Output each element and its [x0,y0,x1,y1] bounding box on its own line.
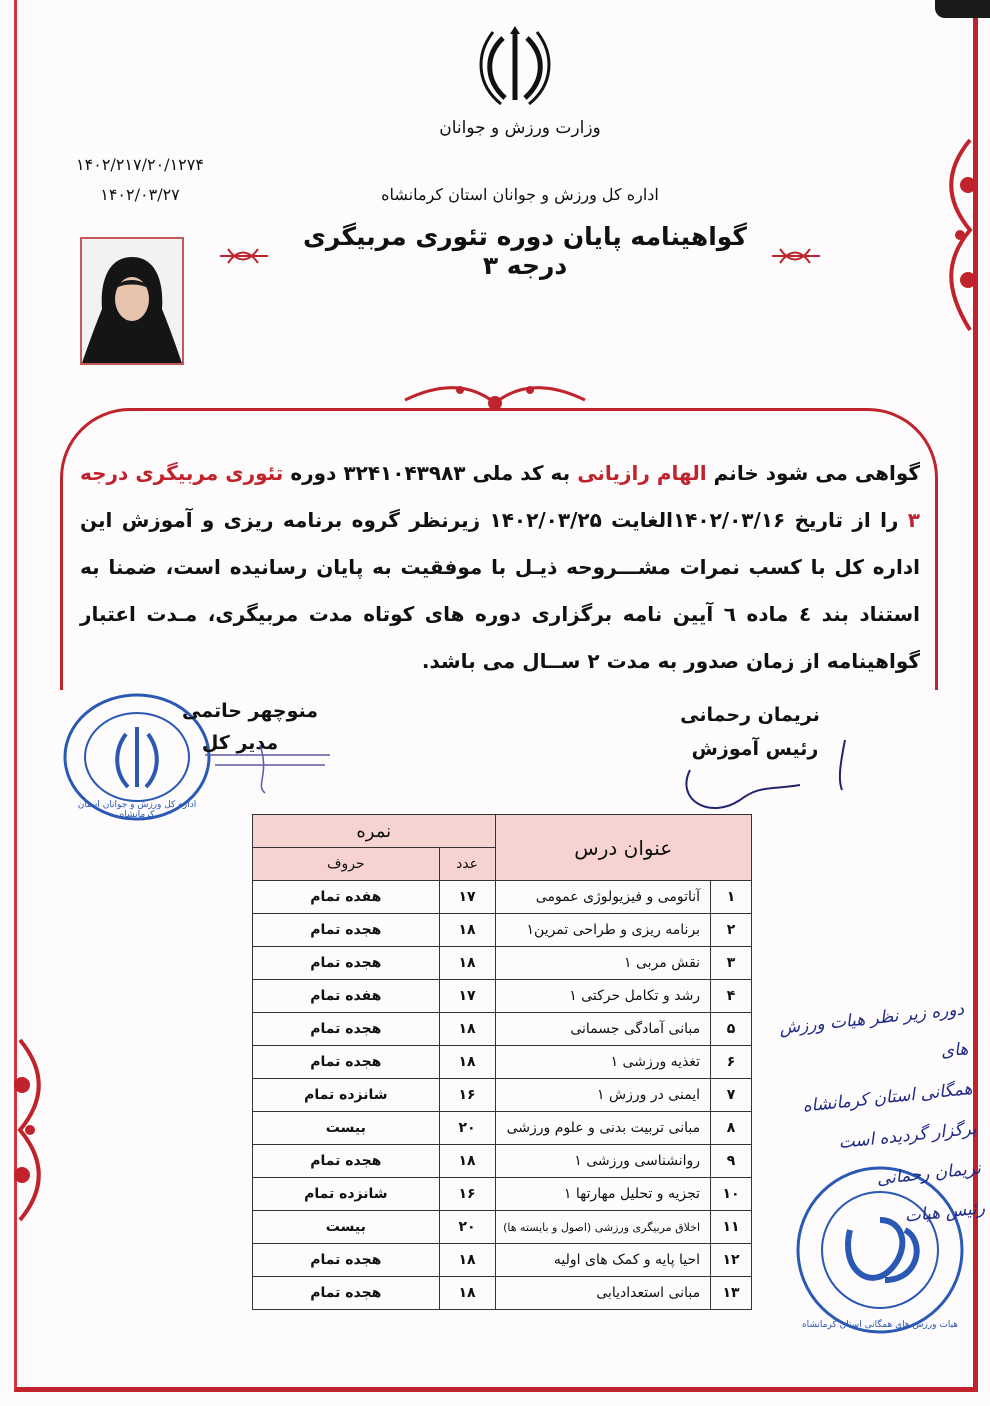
table-row [253,881,752,914]
training-head-signature [670,730,870,820]
row-course: رشد و تکامل حرکتی ۱ [495,980,711,1013]
row-score: ۲۰ [439,1112,495,1145]
note-line-3: برگزار گردیده است [837,1118,978,1154]
row-score: ۱۶ [439,1178,495,1211]
row-score-words: بیست [253,1112,440,1145]
table-row [253,1013,752,1046]
row-course: مبانی استعدادیابی [495,1277,711,1310]
row-number: ۱۱ [711,1211,752,1244]
table-row [253,1079,752,1112]
row-course: تغذیه ورزشی ۱ [495,1046,711,1079]
association-seal-text: هیات ورزش های همگانی استان کرمانشاه [801,1320,959,1330]
row-course: تجزیه و تحلیل مهارتها ۱ [495,1178,711,1211]
row-score-words: هجده تمام [253,947,440,980]
row-course: احیا پایه و کمک های اولیه [495,1244,711,1277]
row-number: ۱۰ [711,1178,752,1211]
row-number: ۱۲ [711,1244,752,1277]
table-row [253,1046,752,1079]
row-course: روانشناسی ورزشی ۱ [495,1145,711,1178]
col-grade-header: نمره [253,815,496,848]
iran-emblem-icon [475,20,555,110]
row-number: ۶ [711,1046,752,1079]
row-course: اخلاق مربیگری ورزشی (اصول و بایسته ها) [495,1211,711,1244]
row-score-words: هجده تمام [253,1013,440,1046]
training-head-name: نریمان رحمانی [680,704,820,726]
row-score: ۱۸ [439,1277,495,1310]
note-line-2: همگانی استان کرمانشاه [801,1078,974,1117]
director-title: مدیر کل [201,732,279,754]
recipient-name: الهام رازیانی [577,461,707,485]
row-score-words: هجده تمام [253,914,440,947]
recipient-photo [80,237,184,365]
row-course: نقش مربی ۱ [495,947,711,980]
table-row [253,1277,752,1310]
row-score: ۱۶ [439,1079,495,1112]
row-score-words: هجده تمام [253,1046,440,1079]
row-number: ۲ [711,914,752,947]
row-course: برنامه ریزی و طراحی تمرین۱ [495,914,711,947]
note-line-1: دوره زیر نظر هیات ورزش های [778,999,970,1062]
body-text-intro: گواهی می شود خانم [713,461,921,485]
course-name: تئوری مربیگری درجه ۳ [80,461,920,532]
title-flourish-left [218,245,273,267]
director-signature [200,735,340,795]
row-course: مبانی آمادگی جسمانی [495,1013,711,1046]
col-words-header: حروف [253,848,440,881]
table-row [253,1145,752,1178]
row-score: ۱۷ [439,881,495,914]
note-line-4: نریمان رحمانی [875,1158,982,1190]
table-row [253,1211,752,1244]
col-course-header: عنوان درس [495,815,752,881]
grades-table [252,814,752,1310]
row-score-words: هفده تمام [253,881,440,914]
office-name: اداره کل ورزش و جوانان استان کرمانشاه [381,185,659,204]
ministry-seal-text: اداره کل ورزش و جوانان استان کرمانشاه [77,800,197,820]
certificate-title: گواهینامه پایان دوره تئوری مربیگری درجه ۳ [303,222,747,280]
row-score: ۱۸ [439,1046,495,1079]
body-text-main: را از تاریخ ۱۴۰۲/۰۳/۱۶الغایت ۱۴۰۲/۰۳/۲۵ زیرنظر گروه برنامه ریزی و آموزش این اداره کل با کسب نمرات مشـــروحه ذیـل با موفقیت به پایان رسانیده است، ضمنا به استناد بند ٤ ماده ٦ آیین نامه برگزاری دوره های کوتاه مدت مربیگری، مـدت اعتبار گواهینامه از زمان صدور به مدت ۲ ســال می باشد. [80,508,921,673]
title-flourish-right [770,245,825,267]
row-score-words: هجده تمام [253,1244,440,1277]
row-score-words: هفده تمام [253,980,440,1013]
certificate-body [80,450,920,685]
row-number: ۷ [711,1079,752,1112]
row-number: ۱ [711,881,752,914]
right-ornament [940,130,990,340]
table-row [253,980,752,1013]
handwritten-note [748,989,987,1250]
training-head-title: رئیس آموزش [691,738,819,760]
reference-number: ۱۴۰۲/۲۱۷/۲۰/۱۲۷۴ [76,155,204,174]
reference-date: ۱۴۰۲/۰۳/۲۷ [100,185,180,204]
table-row [253,1244,752,1277]
row-score-words: هجده تمام [253,1277,440,1310]
photo-corner-artifact [935,0,990,18]
row-course: ایمنی در ورزش ۱ [495,1079,711,1112]
table-row [253,1112,752,1145]
director-name: منوچهر حاتمی [181,700,319,722]
row-number: ۹ [711,1145,752,1178]
row-number: ۱۳ [711,1277,752,1310]
row-score: ۱۸ [439,1013,495,1046]
row-score-words: بیست [253,1211,440,1244]
row-number: ۴ [711,980,752,1013]
row-number: ۳ [711,947,752,980]
table-row [253,947,752,980]
row-score: ۱۸ [439,1145,495,1178]
left-ornament [0,1030,50,1230]
body-text-id: به کد ملی ۳۲۴۱۰۴۳۹۸۳ دوره [290,461,571,485]
table-row [253,914,752,947]
row-number: ۵ [711,1013,752,1046]
row-course: مبانی تربیت بدنی و علوم ورزشی [495,1112,711,1145]
row-course: آناتومی و فیزیولوژی عمومی [495,881,711,914]
row-number: ۸ [711,1112,752,1145]
row-score-words: شانزده تمام [253,1178,440,1211]
ministry-name: وزارت ورزش و جوانان [439,118,601,138]
row-score-words: هجده تمام [253,1145,440,1178]
row-score: ۱۸ [439,914,495,947]
row-score: ۱۸ [439,1244,495,1277]
row-score-words: شانزده تمام [253,1079,440,1112]
table-row [253,1178,752,1211]
row-score: ۱۸ [439,947,495,980]
col-number-header: عدد [439,848,495,881]
note-line-5: رئیس هیات [903,1198,986,1227]
row-score: ۲۰ [439,1211,495,1244]
row-score: ۱۷ [439,980,495,1013]
